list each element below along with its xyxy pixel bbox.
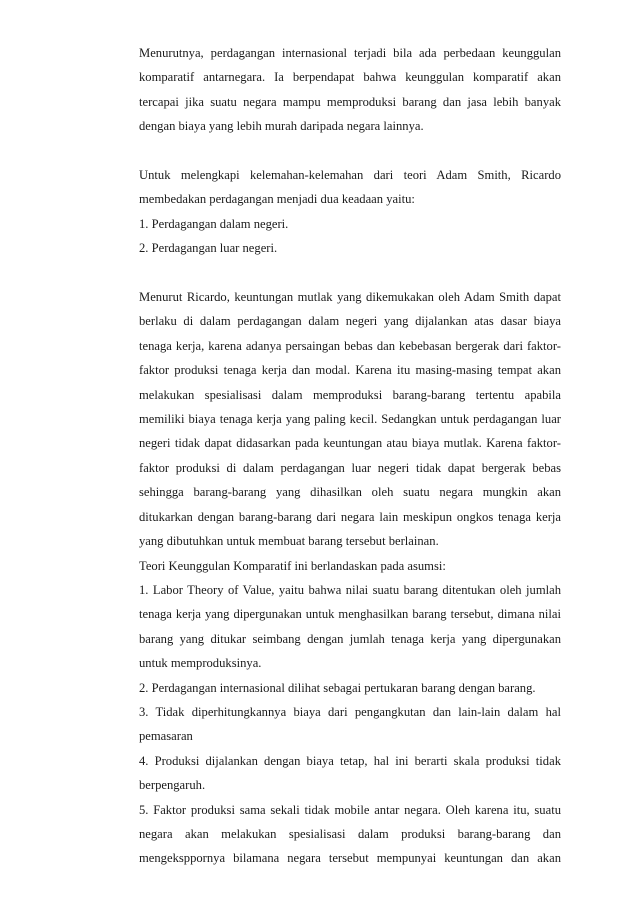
assumption-item-barter: 2. Perdagangan internasional dilihat sebagai pertukaran barang dengan barang.: [139, 680, 536, 695]
paragraph-assumptions-intro: Teori Keunggulan Komparatif ini berlandaskan pada asumsi:: [139, 558, 446, 573]
paragraph-ricardo-absolute-advantage: Menurut Ricardo, keuntungan mutlak yang dikemukakan oleh Adam Smith dapat berlaku di dalam perdagangan dalam negeri yang dijalankan atas dasar biaya tenaga kerja, karena adanya persaingan bebas dan kebebasan bergerak dari faktor-faktor produksi tenaga kerja dan modal. Karena itu masing-masing tempat akan melakukan spesialisasi dalam memproduksi barang-barang tertentu apabila memiliki biaya tenaga kerja yang paling kecil. Sedangkan untuk perdagangan luar negeri tidak dapat didasarkan pada keuntungan atau biaya mutlak. Karena faktor-faktor produksi di dalam perdagangan luar negeri tidak dapat bergerak bebas sehingga barang-barang yang dihasilkan oleh suatu negara mungkin akan ditukarkan dengan barang-barang dari negara lain meskipun ongkos tenaga kerja yang dibutuhkan untuk membuat barang tersebut berlainan.: [139, 290, 561, 549]
assumption-item-immobile-factors: 5. Faktor produksi sama sekali tidak mobile antar negara. Oleh karena itu, suatu negara akan melakukan spesialisasi dalam produksi barang-barang dan mengeksppornya bilamana negara tersebut mempunyai keuntungan dan akan: [139, 802, 561, 866]
paragraph-spacer: [139, 139, 561, 163]
paragraph-spacer: [139, 261, 561, 285]
assumption-item-fixed-cost: 4. Produksi dijalankan dengan biaya tetap, hal ini berarti skala produksi tidak berpengaruh.: [139, 753, 561, 793]
paragraph-comparative-advantage: Menurutnya, perdagangan internasional terjadi bila ada perbedaan keunggulan komparatif antarnegara. Ia berpendapat bahwa keunggulan komparatif akan tercapai jika suatu negara mampu memproduksi barang dan jasa lebih banyak dengan biaya yang lebih murah daripada negara lainnya.: [139, 46, 561, 134]
paragraph-ricardo-distinction: Untuk melengkapi kelemahan-kelemahan dari teori Adam Smith, Ricardo membedakan perdagangan menjadi dua keadaan yaitu:: [139, 168, 561, 207]
document-body: [139, 41, 561, 871]
list-item-foreign-trade: 2. Perdagangan luar negeri.: [139, 241, 278, 256]
list-item-domestic-trade: 1. Perdagangan dalam negeri.: [139, 216, 289, 231]
assumption-item-labor-theory: 1. Labor Theory of Value, yaitu bahwa nilai suatu barang ditentukan oleh jumlah tenaga kerja yang dipergunakan untuk menghasilkan barang tersebut, dimana nilai barang yang ditukar seimbang dengan jumlah tenaga kerja yang dipergunakan untuk memproduksinya.: [139, 582, 561, 671]
assumption-item-transport-cost: 3. Tidak diperhitungkannya biaya dari pengangkutan dan lain-lain dalam hal pemasaran: [139, 704, 561, 744]
